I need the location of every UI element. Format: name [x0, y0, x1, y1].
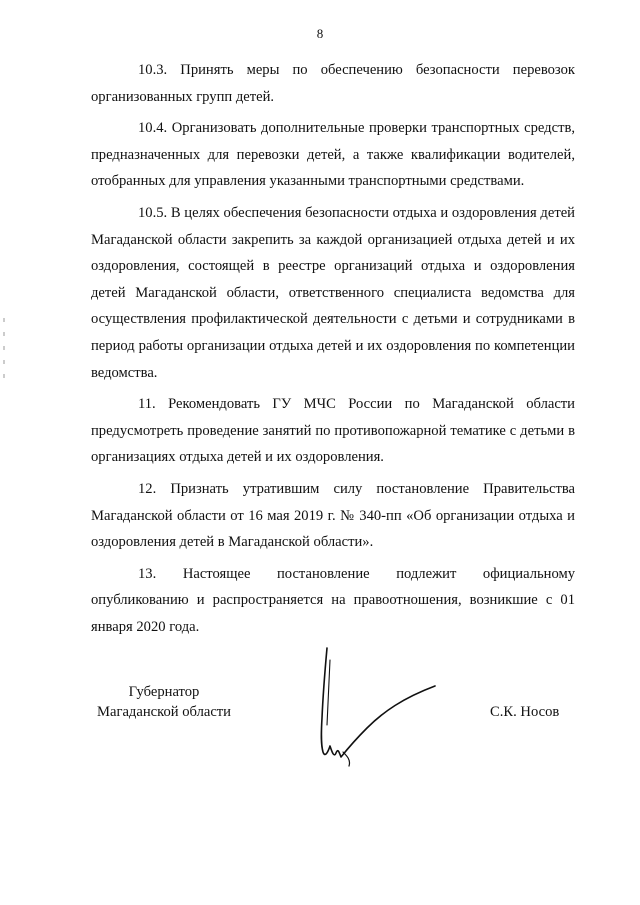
- signer-title: [80, 682, 248, 722]
- paragraph-12: 12. Признать утратившим силу постановление Правительства Магаданской области от 16 мая 2019 г. № 340-пп «Об организации отдыха и оздоровления детей в Магаданской области».: [91, 480, 575, 551]
- paragraph-13: 13. Настоящее постановление подлежит официальному опубликованию и распространяется на правоотношения, возникшие с 01 января 2020 года.: [91, 565, 575, 635]
- handwritten-signature: [305, 640, 445, 775]
- scan-edge-marks: [2, 318, 6, 378]
- paragraph-10-3: 10.3. Принять меры по обеспечению безопасности перевозок организованных групп детей.: [91, 62, 575, 105]
- paragraph-11: 11. Рекомендовать ГУ МЧС России по Магаданской области предусмотреть проведение занятий по противопожарной тематике с детьми в организациях отдыха детей и их оздоровления.: [91, 396, 575, 466]
- paragraph-10-5: 10.5. В целях обеспечения безопасности отдыха и оздоровления детей Магаданской области закрепить за каждой организацией отдыха детей и их оздоровления, состоящей в реестре организаций отдыха и оздоровления детей Магаданской области, ответственного специалиста ведомства для осуществления профилактической деятельности с детьми и сотрудниками в период работы организации отдыха детей и их оздоровления по компетенции ведомства.: [91, 204, 575, 381]
- signer-title-line1: Губернатор: [128, 684, 200, 700]
- signer-title-line2: Магаданской области: [97, 704, 231, 720]
- signer-name: С.К. Носов: [490, 704, 560, 720]
- document-body: [91, 57, 575, 645]
- page-number: 8: [316, 26, 324, 41]
- paragraph-10-4: 10.4. Организовать дополнительные проверки транспортных средств, предназначенных для перевозки детей, а также квалификации водителей, отобранных для управления указанными транспортными средствами.: [91, 120, 575, 190]
